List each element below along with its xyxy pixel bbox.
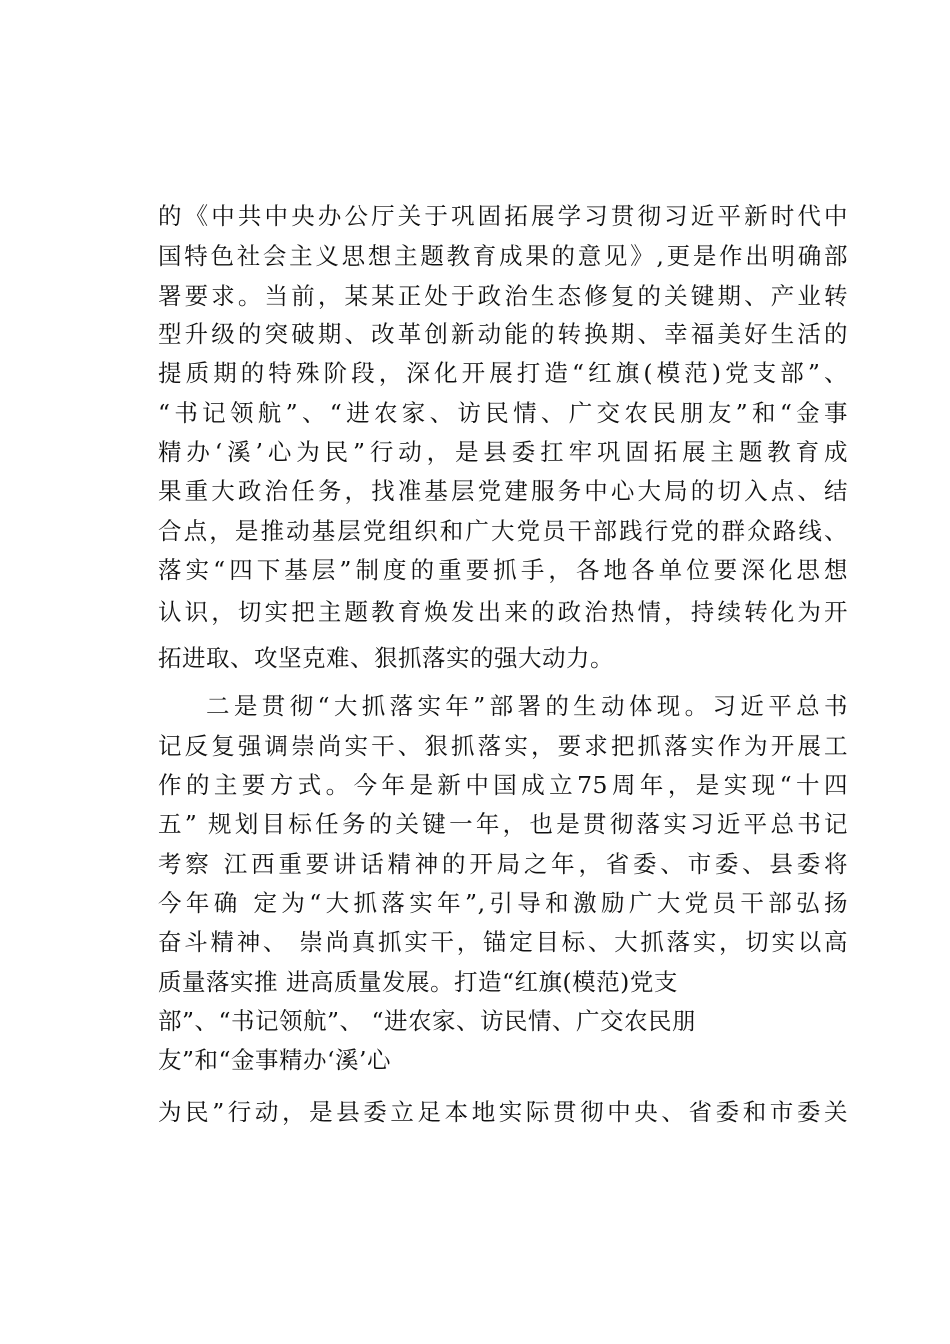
text-line: 落实“四下基层”制度的重要抓手，各地各单位要深化思想 xyxy=(158,556,848,584)
text-line: 的《中共中央办公厅关于巩固拓展学习贯彻习近平新时代中 xyxy=(158,202,848,230)
text-line: 果重大政治任务，找准基层党建服务中心大局的切入点、结 xyxy=(158,477,848,505)
text-line: “书记领航”、“进农家、访民情、广交农民朋友”和“金事 xyxy=(158,399,848,427)
text-line: 精办‘溪’心为民”行动，是县委扛牢巩固拓展主题教育成 xyxy=(158,438,848,466)
text-line: 二是贯彻“大抓落实年”部署的生动体现。习近平总书 xyxy=(206,692,848,720)
text-line: 合点，是推动基层党组织和广大党员干部践行党的群众路线、 xyxy=(158,517,848,545)
text-line: 拓进取、攻坚克难、狠抓落实的强大动力。 xyxy=(158,644,614,672)
text-line: 奋斗精神、 崇尚真抓实干，锚定目标、大抓落实，切实以高 xyxy=(158,928,848,956)
text-line: 作的主要方式。今年是新中国成立75周年，是实现“十四 xyxy=(158,771,848,799)
text-line: 考察 江西重要讲话精神的开局之年，省委、市委、县委将 xyxy=(158,850,848,878)
text-line: 部”、“书记领航”、 “进农家、访民情、广交农民朋 xyxy=(158,1007,697,1035)
text-line: 型升级的突破期、改革创新动能的转换期、幸福美好生活的 xyxy=(158,320,848,348)
text-line: 今年确 定为“大抓落实年”,引导和激励广大党员干部弘扬 xyxy=(158,889,848,917)
text-line: 认识，切实把主题教育焕发出来的政治热情，持续转化为开 xyxy=(158,598,848,626)
text-line: 质量落实推 进高质量发展。打造“红旗(模范)党支 xyxy=(158,968,678,996)
text-line: 记反复强调崇尚实干、狠抓落实，要求把抓落实作为开展工 xyxy=(158,732,848,760)
text-line: 署要求。当前，某某正处于政治生态修复的关键期、产业转 xyxy=(158,282,848,310)
text-line: 五” 规划目标任务的关键一年，也是贯彻落实习近平总书记 xyxy=(158,810,848,838)
text-line: 国特色社会主义思想主题教育成果的意见》,更是作出明确部 xyxy=(158,242,848,270)
text-line: 为民”行动，是县委立足本地实际贯彻中央、省委和市委关 xyxy=(158,1098,848,1126)
text-line: 提质期的特殊阶段，深化开展打造“红旗(模范)党支部”、 xyxy=(158,359,848,387)
text-line: 友”和“金事精办‘溪’心 xyxy=(158,1046,391,1074)
